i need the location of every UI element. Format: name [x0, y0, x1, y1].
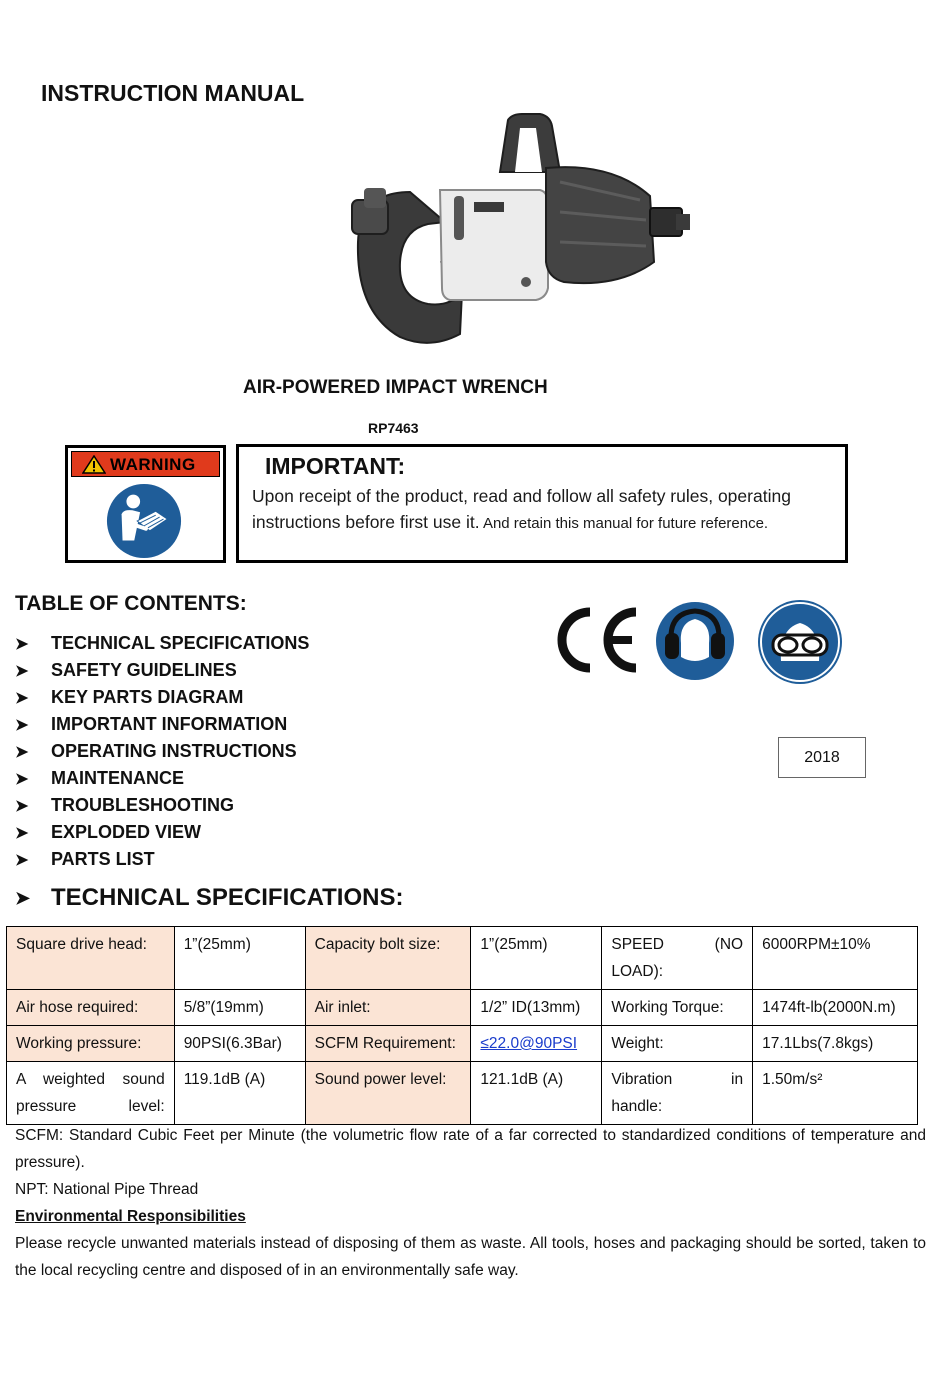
table-row — [7, 1062, 918, 1125]
toc-item-label: PARTS LIST — [51, 849, 155, 869]
scfm-link[interactable]: ≤22.0@90PSI — [480, 1035, 578, 1052]
toc-item — [15, 657, 309, 684]
ear-protection-icon — [655, 601, 735, 681]
spec-label: Weight: — [602, 1026, 753, 1062]
toc-item — [15, 738, 309, 765]
table-row — [7, 990, 918, 1026]
spec-value: 1”(25mm) — [174, 927, 305, 990]
arrow-bullet-icon: ➤ — [15, 797, 29, 815]
table-row — [7, 1026, 918, 1062]
table-row — [7, 927, 918, 990]
spec-label: Working Torque: — [602, 990, 753, 1026]
toc-item — [15, 684, 309, 711]
spec-value-cell — [471, 1026, 602, 1062]
arrow-bullet-icon: ➤ — [15, 824, 29, 842]
toc-item-label: SAFETY GUIDELINES — [51, 660, 237, 680]
toc-item — [15, 711, 309, 738]
spec-value: 6000RPM±10% — [753, 927, 918, 990]
toc-list — [15, 630, 309, 873]
spec-label: SCFM Requirement: — [305, 1026, 471, 1062]
important-text-main: Upon receipt of the product, read and follow all safety rules, operating instructions before first use it. — [252, 486, 791, 532]
toc-item — [15, 765, 309, 792]
spec-value: 1/2” ID(13mm) — [471, 990, 602, 1026]
npt-note: NPT: National Pipe Thread — [15, 1181, 199, 1198]
warning-label — [65, 445, 226, 563]
toc-item — [15, 630, 309, 657]
important-notice — [236, 444, 848, 563]
spec-heading-label: TECHNICAL SPECIFICATIONS: — [51, 884, 404, 911]
toc-item-label: EXPLODED VIEW — [51, 822, 202, 842]
read-manual-icon — [104, 482, 184, 560]
important-heading: IMPORTANT: — [265, 453, 406, 479]
toc-item-label: OPERATING INSTRUCTIONS — [51, 741, 297, 761]
spec-value: 5/8”(19mm) — [174, 990, 305, 1026]
impact-wrench-image — [350, 112, 695, 352]
warning-banner — [71, 451, 220, 477]
arrow-bullet-icon: ➤ — [15, 887, 31, 908]
manual-title: INSTRUCTION MANUAL — [41, 80, 305, 106]
toc-item-label: TROUBLESHOOTING — [51, 795, 234, 815]
spec-label: Capacity bolt size: — [305, 927, 471, 990]
arrow-bullet-icon: ➤ — [15, 716, 29, 734]
toc-item — [15, 819, 309, 846]
model-number: RP7463 — [368, 420, 419, 436]
scfm-note: SCFM: Standard Cubic Feet per Minute (the volumetric flow rate of a far corrected to standardized conditions of temperature and pressure). — [15, 1127, 926, 1171]
spec-label: Air hose required: — [7, 990, 175, 1026]
warning-word: WARNING — [110, 455, 196, 474]
ce-mark-icon — [550, 604, 642, 676]
spec-label: Square drive head: — [7, 927, 175, 990]
toc-item-label: IMPORTANT INFORMATION — [51, 714, 288, 734]
arrow-bullet-icon: ➤ — [15, 635, 29, 653]
spec-value: 90PSI(6.3Bar) — [174, 1026, 305, 1062]
toc-item — [15, 846, 309, 873]
arrow-bullet-icon: ➤ — [15, 743, 29, 761]
environmental-text: Please recycle unwanted materials instead of disposing of them as waste. All tools, hoses and packaging should be sorted, taken to the local recycling centre and disposed of in an environmentally safe way. — [15, 1235, 926, 1279]
arrow-bullet-icon: ➤ — [15, 851, 29, 869]
important-text-small: And retain this manual for future reference. — [479, 515, 769, 532]
toc-item-label: KEY PARTS DIAGRAM — [51, 687, 244, 707]
arrow-bullet-icon: ➤ — [15, 689, 29, 707]
spec-value: 1.50m/s² — [753, 1062, 918, 1125]
product-name: AIR-POWERED IMPACT WRENCH — [243, 377, 548, 398]
spec-label: SPEED (NO LOAD): — [602, 927, 753, 990]
arrow-bullet-icon: ➤ — [15, 770, 29, 788]
spec-value: 1”(25mm) — [471, 927, 602, 990]
important-text — [252, 483, 837, 537]
eye-protection-icon — [757, 599, 843, 685]
spec-value: 1474ft-lb(2000N.m) — [753, 990, 918, 1026]
spec-value: 119.1dB (A) — [174, 1062, 305, 1125]
warning-triangle-icon — [82, 455, 106, 474]
spec-label: Sound power level: — [305, 1062, 471, 1125]
toc-heading: TABLE OF CONTENTS: — [15, 592, 247, 615]
toc-item-label: TECHNICAL SPECIFICATIONS — [51, 633, 310, 653]
spec-table — [6, 926, 918, 1125]
toc-item — [15, 792, 309, 819]
toc-item-label: MAINTENANCE — [51, 768, 184, 788]
spec-label: A weighted sound pressure level: — [7, 1062, 175, 1125]
spec-heading — [15, 884, 403, 912]
arrow-bullet-icon: ➤ — [15, 662, 29, 680]
year-box: 2018 — [778, 737, 866, 778]
notes-section — [15, 1122, 926, 1284]
spec-value: 121.1dB (A) — [471, 1062, 602, 1125]
spec-label: Vibration in handle: — [602, 1062, 753, 1125]
spec-label: Air inlet: — [305, 990, 471, 1026]
environmental-heading: Environmental Responsibilities — [15, 1208, 246, 1225]
spec-value: 17.1Lbs(7.8kgs) — [753, 1026, 918, 1062]
spec-label: Working pressure: — [7, 1026, 175, 1062]
